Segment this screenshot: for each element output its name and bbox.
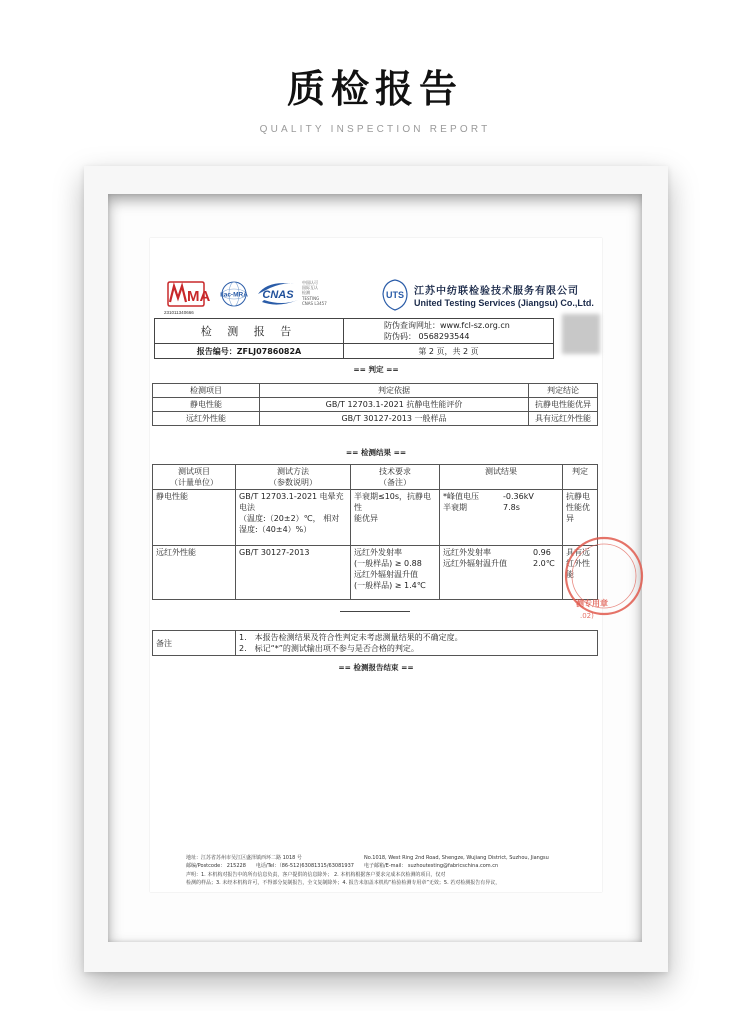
result-requirement: 半衰期≤10s，抗静电性 能优异 [351, 490, 440, 546]
results-header-judgment: 判定 [563, 465, 598, 490]
report-title: 检 测 报 告 [155, 319, 344, 344]
end-rule [340, 611, 410, 612]
report-document [150, 238, 608, 892]
query-info [344, 319, 554, 344]
judgment-cell: GB/T 12703.1-2021 抗静电性能评价 [260, 398, 529, 412]
qr-code-blurred [562, 314, 600, 354]
table-row [153, 412, 598, 426]
judgment-cell: 抗静电性能优异 [529, 398, 598, 412]
report-end-title: == 检测报告结束 == [338, 663, 414, 672]
footer-statement-1: 声明：1. 本机构对报告中的所有信息负责，客户提供的信息除外； 2. 本机构根据客户要求完成本次检测的项目，仅对 [186, 871, 446, 878]
judgment-cell: GB/T 30127-2013 一般样品 [260, 412, 529, 426]
company-name-cn: 江苏中纺联检验技术服务有限公司 [414, 286, 579, 297]
results-table [152, 464, 598, 600]
judgment-cell: 具有远红外性能 [529, 412, 598, 426]
svg-text:MA: MA [187, 288, 211, 305]
document-footer [186, 854, 606, 888]
remarks-table [152, 630, 598, 656]
table-row [153, 546, 598, 600]
svg-text:CNAS: CNAS [262, 289, 294, 301]
judgment-section-title: == 判定 == [353, 365, 399, 374]
table-row [153, 398, 598, 412]
judgment-header-item: 检测项目 [153, 384, 260, 398]
results-header-item: 测试项目 （计量单位） [153, 465, 236, 490]
report-number: 报告编号：ZFLJ0786082A [155, 344, 344, 359]
anti-fake-code: 防伪码： 0568293544 [384, 332, 470, 341]
cnas-logo-icon [254, 280, 302, 308]
footer-postcode: 邮编/Postcode： 215228 电话/Tel：（86-512)63081315/63081937 电子邮箱/E-mail： suzhoutesting@fabricschina.com.cn [186, 863, 499, 870]
footer-address-en: No.1018, West Ring 2nd Road, Shengze, Wujiang District, Suzhou, Jiangsu [364, 855, 549, 861]
svg-text:测专用章: 测专用章 [576, 599, 608, 608]
result-judgment: 具有远 红外性 能 [563, 546, 598, 600]
results-header-result: 测试结果 [440, 465, 563, 490]
cma-logo-icon [166, 280, 211, 308]
result-item: 远红外性能 [153, 546, 236, 600]
judgment-cell: 远红外性能 [153, 412, 260, 426]
cnas-caption: 中国认可 国际互认 检测 TESTING CNAS L3457 [302, 280, 327, 306]
svg-text:ilac-MRA: ilac-MRA [220, 291, 248, 299]
page-title: 质检报告 [286, 67, 463, 111]
page-subtitle: QUALITY INSPECTION REPORT [259, 124, 491, 135]
uts-logo-icon [380, 278, 410, 312]
footer-statement-2: 检测的样品；3. 未经本机构许可，不得部分复制报告，全文复制除外；4. 报告未加盖本机构“检验检测专用章”无效；5. 若对检测报告有异议， [186, 880, 501, 887]
remarks-label: 备注 [153, 631, 236, 656]
ilac-mra-logo-icon [214, 280, 254, 308]
result-method: GB/T 30127-2013 [236, 546, 351, 600]
results-header-method: 测试方法 （参数说明） [236, 465, 351, 490]
judgment-cell: 静电性能 [153, 398, 260, 412]
results-header-requirement: 技术要求 （备注） [351, 465, 440, 490]
cma-number: 231011340666 [164, 310, 194, 315]
result-values: 远红外发射率 0.96 远红外辐射温升值 2.0℃ [440, 546, 563, 600]
page-info: 第 2 页，共 2 页 [344, 344, 554, 359]
company-name-en: United Testing Services (Jiangsu) Co.,Ltd. [414, 298, 594, 308]
result-method: GB/T 12703.1-2021 电晕充 电法 （温度:（20±2）℃， 相对 湿度:（40±4）%） [236, 490, 351, 546]
result-judgment: 抗静电 性能优 异 [563, 490, 598, 546]
judgment-table [152, 383, 598, 426]
query-site: 防伪查询网址：www.fcl-sz.org.cn [384, 321, 510, 330]
judgment-header-conclusion: 判定结论 [529, 384, 598, 398]
table-row [153, 490, 598, 546]
remarks-content: 1. 本报告检测结果及符合性判定未考虑测量结果的不确定度。 2. 标记“*”的测试输出项不参与是否合格的判定。 [236, 631, 598, 656]
result-requirement: 远红外发射率 (一般样品) ≥ 0.88 远红外辐射温升值 (一般样品) ≥ 1.4℃ [351, 546, 440, 600]
results-section-title: == 检测结果 == [345, 448, 407, 457]
result-item: 静电性能 [153, 490, 236, 546]
result-values: *峰值电压 -0.36kV 半衰期 7.8s [440, 490, 563, 546]
judgment-header-basis: 判定依据 [260, 384, 529, 398]
footer-address-cn: 地址：江苏省苏州市吴江区盛泽镇西环二路 1018 号 [186, 855, 302, 861]
svg-text:.02): .02) [580, 612, 594, 620]
svg-text:UTS: UTS [386, 290, 404, 300]
report-header-table [154, 318, 554, 359]
red-seal-stamp [562, 534, 612, 624]
